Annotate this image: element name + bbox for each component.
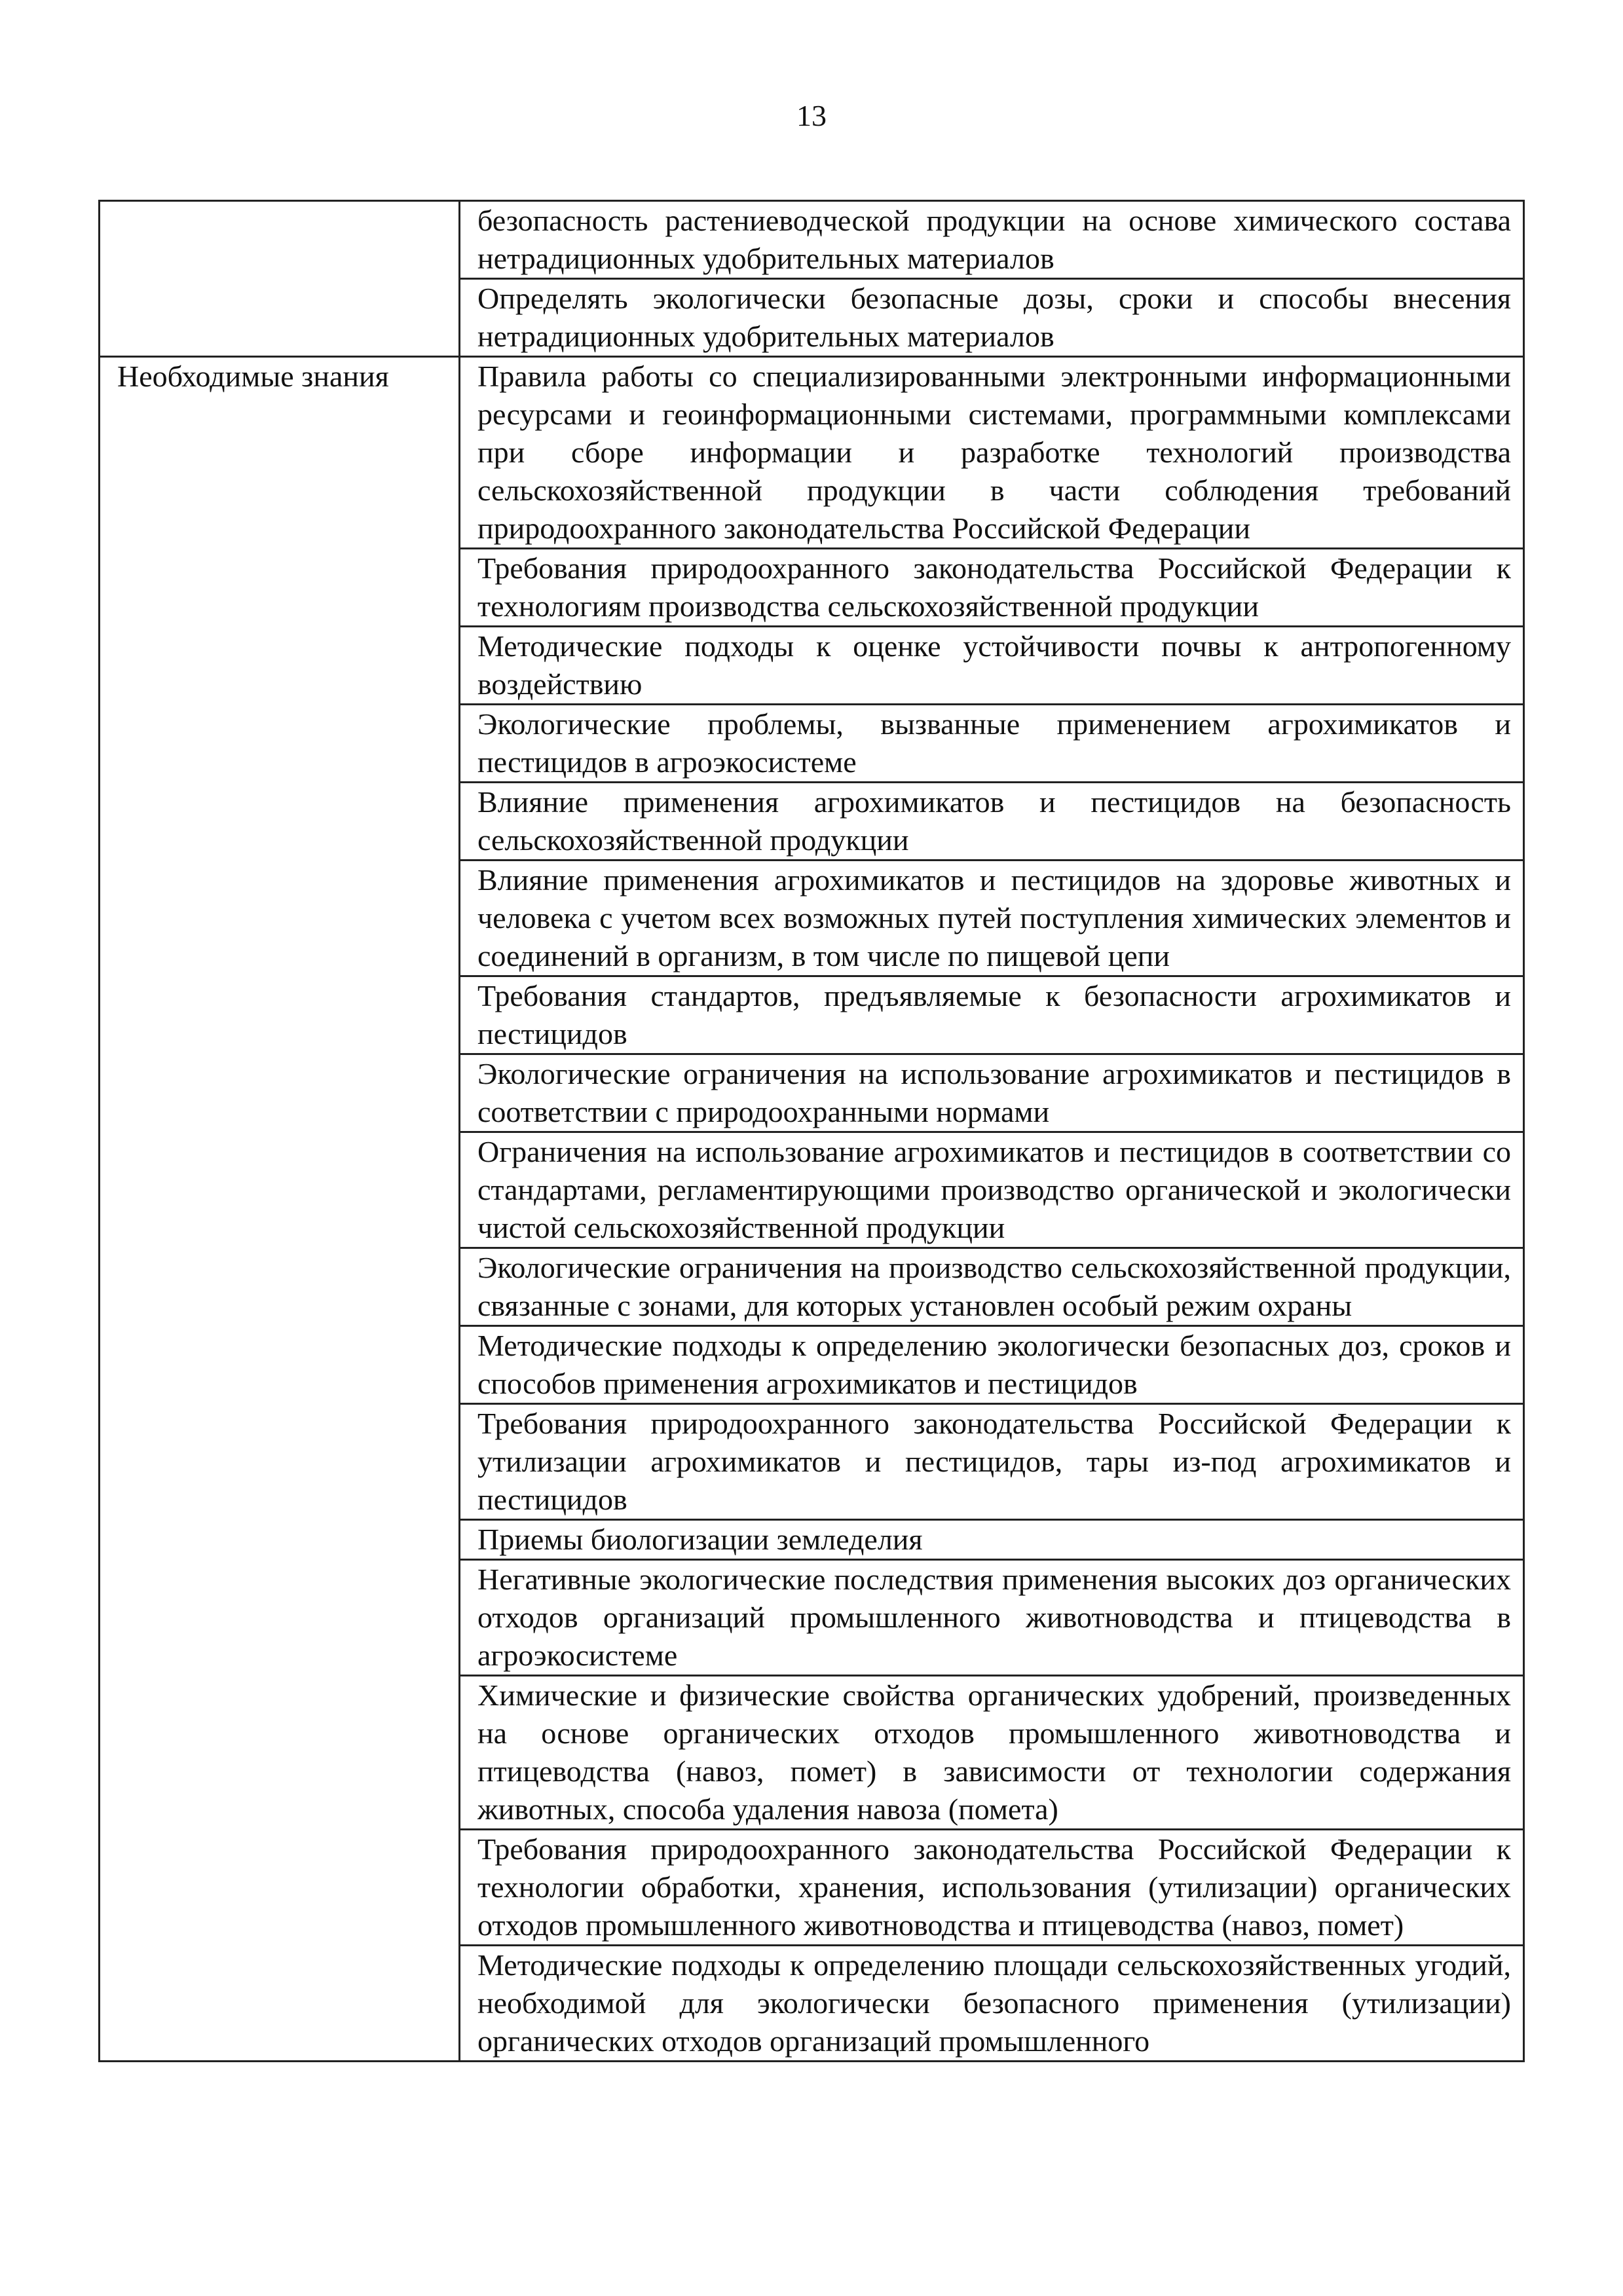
knowledge-cell: Влияние применения агрохимикатов и пестицидов на безопасность сельскохозяйственной продукции xyxy=(460,783,1524,861)
knowledge-label: Необходимые знания xyxy=(100,357,460,2062)
knowledge-cell: Требования природоохранного законодательства Российской Федерации к утилизации агрохимикатов и пестицидов, тары из-под агрохимикатов и пестицидов xyxy=(460,1404,1524,1520)
knowledge-cell: Экологические проблемы, вызванные применением агрохимикатов и пестицидов в агроэкосистеме xyxy=(460,705,1524,783)
knowledge-cell: Правила работы со специализированными электронными информационными ресурсами и геоинформационными системами, программными комплексами при сборе информации и разработке технологий производства сельскохозяйственной продукции в части соблюдения требований природоохранного законодательства Российской Федерации xyxy=(460,357,1524,549)
table-row xyxy=(100,357,1524,549)
knowledge-cell: Методические подходы к оценке устойчивости почвы к антропогенному воздействию xyxy=(460,627,1524,705)
knowledge-cell: Требования природоохранного законодательства Российской Федерации к технологиям производства сельскохозяйственной продукции xyxy=(460,549,1524,627)
table-row xyxy=(100,201,1524,279)
knowledge-cell: Приемы биологизации земледелия xyxy=(460,1520,1524,1560)
page-number: 13 xyxy=(796,99,827,132)
knowledge-cell: Методические подходы к определению площади сельскохозяйственных угодий, необходимой для экологически безопасного применения (утилизации) органических отходов организаций промышленного xyxy=(460,1946,1524,2062)
continuation-cell xyxy=(100,201,460,357)
knowledge-cell: Экологические ограничения на производство сельскохозяйственной продукции, связанные с зонами, для которых установлен особый режим охраны xyxy=(460,1248,1524,1326)
knowledge-cell: Экологические ограничения на использование агрохимикатов и пестицидов в соответствии с природоохранными нормами xyxy=(460,1054,1524,1132)
knowledge-cell: Требования стандартов, предъявляемые к безопасности агрохимикатов и пестицидов xyxy=(460,976,1524,1054)
skill-cell: Определять экологически безопасные дозы, сроки и способы внесения нетрадиционных удобрительных материалов xyxy=(460,279,1524,357)
knowledge-cell: Требования природоохранного законодательства Российской Федерации к технологии обработки, хранения, использования (утилизации) органических отходов промышленного животноводства и птицеводства (навоз, помет) xyxy=(460,1830,1524,1946)
requirements-table xyxy=(98,200,1525,2062)
skill-cell: безопасность растениеводческой продукции на основе химического состава нетрадиционных удобрительных материалов xyxy=(460,201,1524,279)
knowledge-cell: Ограничения на использование агрохимикатов и пестицидов в соответствии со стандартами, регламентирующими производство органической и экологически чистой сельскохозяйственной продукции xyxy=(460,1132,1524,1248)
knowledge-cell: Химические и физические свойства органических удобрений, произведенных на основе органических отходов промышленного животноводства и птицеводства (навоз, помет) в зависимости от технологии содержания животных, способа удаления навоза (помета) xyxy=(460,1676,1524,1830)
knowledge-cell: Негативные экологические последствия применения высоких доз органических отходов организаций промышленного животноводства и птицеводства в агроэкосистеме xyxy=(460,1560,1524,1676)
knowledge-cell: Методические подходы к определению экологически безопасных доз, сроков и способов применения агрохимикатов и пестицидов xyxy=(460,1326,1524,1404)
knowledge-cell: Влияние применения агрохимикатов и пестицидов на здоровье животных и человека с учетом всех возможных путей поступления химических элементов и соединений в организм, в том числе по пищевой цепи xyxy=(460,861,1524,976)
